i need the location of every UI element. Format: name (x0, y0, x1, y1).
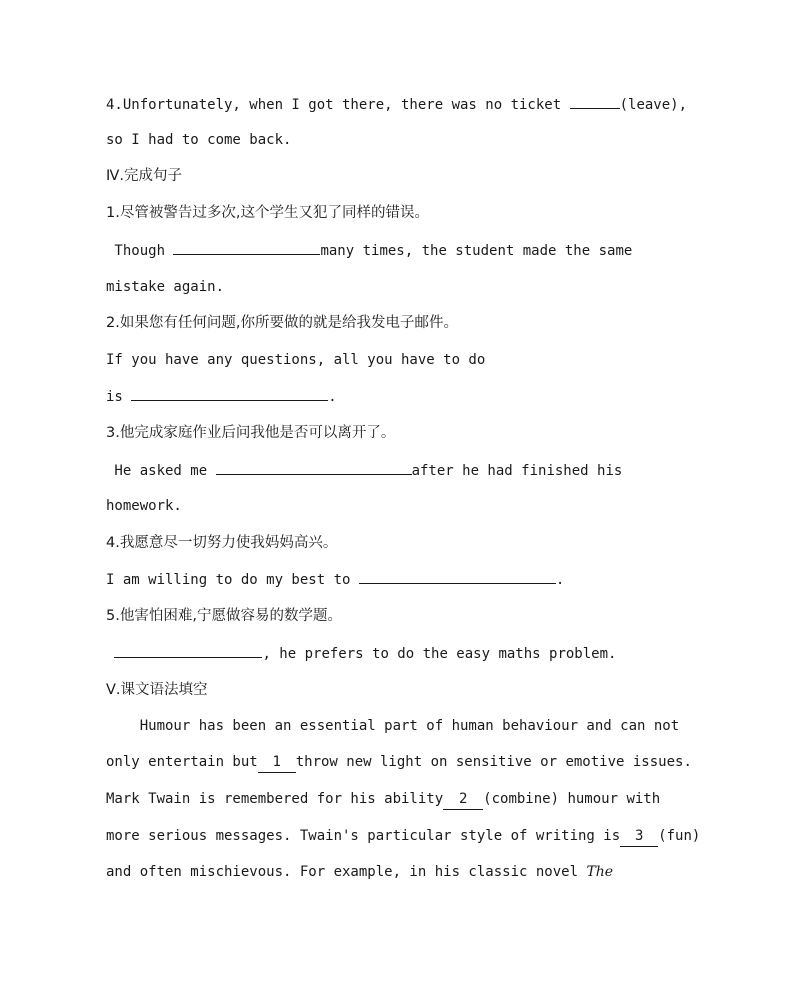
item-4-english: I am willing to do my best to . (106, 569, 564, 590)
question-4-line-1 (106, 94, 687, 115)
passage-line-3: Mark Twain is remembered for his ability 2 (combine) humour with (106, 789, 660, 810)
question-4-hint: (leave), (619, 97, 688, 113)
passage-line-4: more serious messages. Twain's particular style of writing is 3 (fun) (106, 826, 700, 847)
section-5-heading: Ⅴ.课文语法填空 (106, 682, 208, 698)
answer-blank[interactable] (216, 460, 412, 475)
item-2-english-line-1: If you have any questions, all you have to do (106, 352, 486, 368)
item-1-english: Though many times, the student made the same (106, 240, 632, 261)
numbered-blank[interactable]: 1 (258, 752, 296, 773)
answer-blank[interactable] (173, 240, 320, 255)
item-2-chinese: 2.如果您有任何问题,你所要做的就是给我发电子邮件。 (106, 315, 458, 331)
novel-title: The (586, 864, 614, 880)
item-1-chinese: 1.尽管被警告过多次,这个学生又犯了同样的错误。 (106, 205, 429, 221)
answer-blank[interactable] (131, 386, 328, 401)
answer-blank[interactable] (114, 643, 262, 658)
answer-blank[interactable] (359, 569, 556, 584)
item-4-chinese: 4.我愿意尽一切努力使我妈妈高兴。 (106, 535, 338, 551)
item-5-english: , he prefers to do the easy maths problem. (106, 643, 616, 664)
item-3-english-line-2: homework. (106, 498, 182, 514)
numbered-blank[interactable]: 3 (620, 826, 658, 847)
passage-line-2: only entertain but 1 throw new light on sensitive or emotive issues. (106, 752, 692, 773)
answer-blank[interactable] (570, 94, 620, 109)
passage-line-1: Humour has been an essential part of human behaviour and can not (106, 718, 680, 734)
item-5-chinese: 5.他害怕困难,宁愿做容易的数学题。 (106, 608, 342, 624)
numbered-blank[interactable]: 2 (443, 789, 483, 810)
passage-line-5: and often mischievous. For example, in his classic novel The (106, 864, 614, 880)
question-4-text: 4.Unfortunately, when I got there, there was no ticket (106, 97, 570, 113)
item-2-english: is . (106, 386, 337, 407)
section-4-heading: Ⅳ.完成句子 (106, 168, 182, 184)
item-3-english: He asked me after he had finished his (106, 460, 622, 481)
item-3-chinese: 3.他完成家庭作业后问我他是否可以离开了。 (106, 425, 396, 441)
question-4-line-2: so I had to come back. (106, 132, 292, 148)
item-1-english-line-2: mistake again. (106, 279, 225, 295)
